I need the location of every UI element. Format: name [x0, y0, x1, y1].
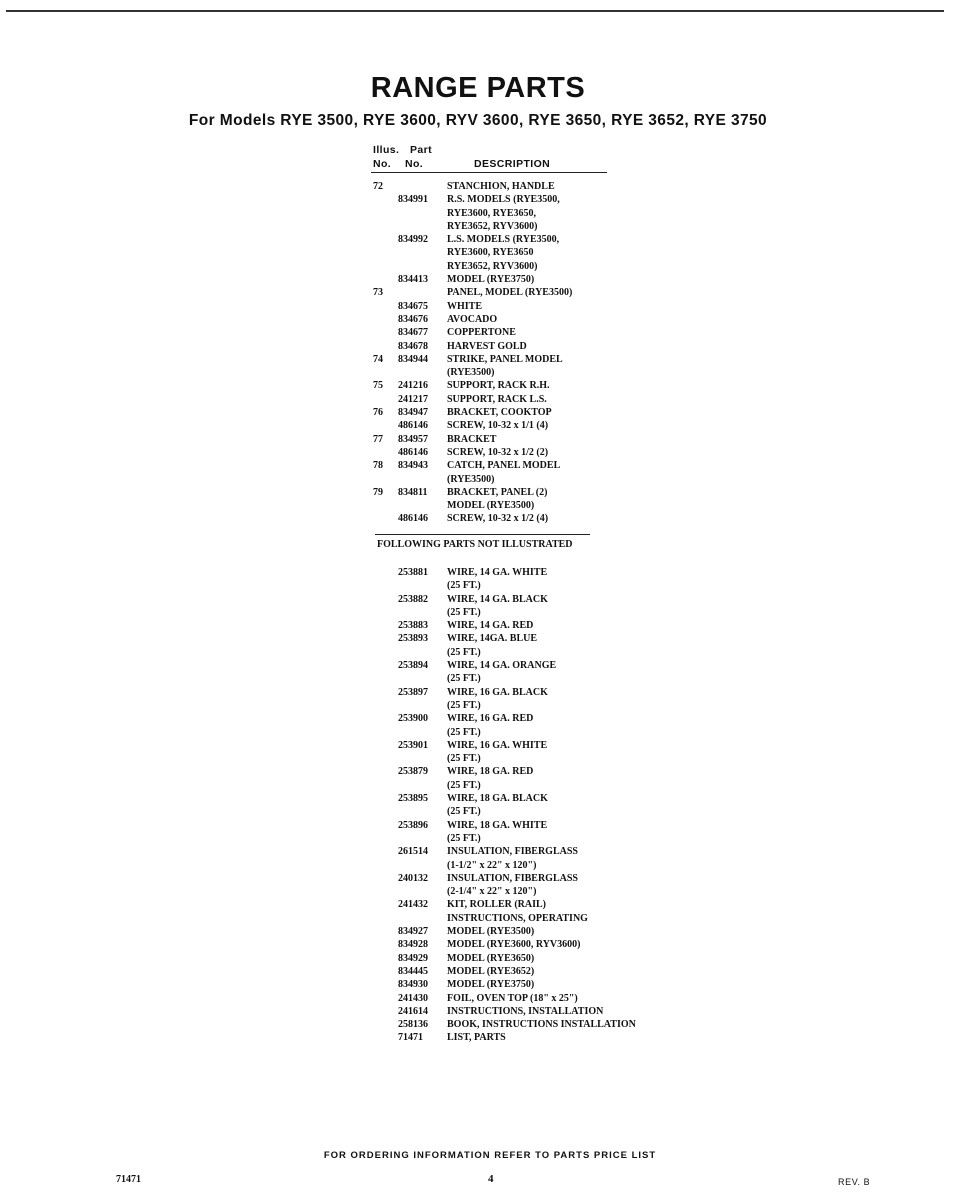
part-description: WIRE, 18 GA. BLACK — [447, 793, 548, 805]
part-description: (1-1/2" x 22" x 120") — [447, 859, 537, 871]
top-rule — [6, 10, 944, 12]
table-row — [371, 952, 701, 965]
table-row — [371, 619, 701, 632]
part-description: CATCH, PANEL MODEL — [447, 460, 561, 472]
table-row — [371, 739, 701, 752]
part-description: L.S. MODELS (RYE3500, — [447, 234, 560, 246]
header-illus: Illus. — [373, 144, 400, 156]
part-description: SCREW, 10-32 x 1/1 (4) — [447, 420, 549, 432]
table-row — [371, 366, 671, 379]
part-number: 258136 — [398, 1019, 428, 1031]
part-description: COPPERTONE — [447, 327, 516, 339]
part-description: LIST, PARTS — [447, 1032, 506, 1044]
part-description: WIRE, 14 GA. BLACK — [447, 593, 548, 605]
table-row — [371, 898, 701, 911]
table-row — [371, 819, 701, 832]
part-description: MODEL (RYE3750) — [447, 979, 535, 991]
illus-number: 72 — [373, 181, 383, 192]
part-description: SUPPORT, RACK L.S. — [447, 393, 547, 405]
part-number: 834947 — [398, 407, 428, 419]
part-description: WIRE, 18 GA. WHITE — [447, 819, 548, 831]
part-description: (2-1/4" x 22" x 120") — [447, 886, 537, 898]
table-row — [371, 992, 701, 1005]
table-row — [371, 752, 701, 765]
part-description: RYE3600, RYE3650, — [447, 207, 537, 219]
table-row — [371, 632, 701, 645]
table-row — [371, 872, 701, 885]
table-row — [371, 859, 701, 872]
part-description: RYE3652, RYV3600) — [447, 220, 538, 232]
table-row — [371, 845, 701, 858]
part-number: 240132 — [398, 872, 428, 884]
header-description: DESCRIPTION — [474, 158, 551, 170]
part-number: 486146 — [398, 446, 428, 458]
table-row — [371, 885, 701, 898]
part-description: FOIL, OVEN TOP (18" x 25") — [447, 992, 578, 1004]
part-description: KIT, ROLLER (RAIL) — [447, 899, 546, 911]
part-description: MODEL (RYE3650) — [447, 952, 535, 964]
table-row — [371, 912, 701, 925]
part-number: 241432 — [398, 899, 428, 911]
part-description: WIRE, 14GA. BLUE — [447, 633, 538, 645]
table-row — [371, 805, 701, 818]
part-description: (RYE3500) — [447, 473, 495, 485]
table-row — [371, 353, 671, 366]
revision-label: REV. B — [838, 1177, 871, 1187]
part-number: 834677 — [398, 327, 428, 339]
part-number: 253881 — [398, 567, 428, 578]
table-row — [371, 406, 671, 419]
part-number: 241216 — [398, 380, 428, 392]
part-number: 834957 — [398, 433, 428, 445]
part-description: INSULATION, FIBERGLASS — [447, 846, 578, 858]
part-description: BRACKET — [447, 433, 497, 445]
part-description: (RYE3500) — [447, 367, 495, 379]
table-row — [371, 925, 701, 938]
part-number: 834943 — [398, 460, 428, 472]
table-row — [371, 686, 701, 699]
part-number: 253895 — [398, 793, 428, 805]
part-description: (25 FT.) — [447, 806, 481, 818]
header-rule — [371, 172, 607, 173]
table-row — [371, 207, 671, 220]
part-number: 253879 — [398, 766, 428, 778]
illus-number: 76 — [373, 407, 383, 419]
part-number: 241217 — [398, 393, 428, 405]
parts-not-illustrated-list — [371, 566, 701, 1045]
table-row — [371, 765, 701, 778]
part-number: 834928 — [398, 939, 428, 951]
table-row — [371, 286, 671, 299]
table-row — [371, 606, 701, 619]
part-description: SCREW, 10-32 x 1/2 (2) — [447, 446, 549, 458]
part-description: PANEL, MODEL (RYE3500) — [447, 287, 573, 299]
table-row — [371, 379, 671, 392]
table-row — [371, 659, 701, 672]
table-row — [371, 712, 701, 725]
table-row — [371, 433, 671, 446]
part-description: (25 FT.) — [447, 646, 481, 658]
part-description: MODEL (RYE3652) — [447, 965, 535, 977]
part-description: (25 FT.) — [447, 753, 481, 765]
table-row — [371, 273, 671, 286]
part-number: 486146 — [398, 420, 428, 432]
part-description: WIRE, 14 GA. ORANGE — [447, 660, 557, 672]
header-part: Part — [410, 144, 433, 156]
table-row — [371, 499, 671, 512]
table-row — [371, 1031, 701, 1044]
part-description: (25 FT.) — [447, 779, 481, 791]
part-description: AVOCADO — [447, 313, 498, 325]
table-row — [371, 965, 701, 978]
illus-number: 78 — [373, 460, 383, 472]
part-description: (25 FT.) — [447, 726, 481, 738]
part-description: (25 FT.) — [447, 673, 481, 685]
part-number: 834927 — [398, 926, 428, 938]
part-description: SUPPORT, RACK R.H. — [447, 380, 550, 392]
part-description: MODEL (RYE3500) — [447, 926, 535, 938]
part-description: RYE3652, RYV3600) — [447, 260, 538, 272]
part-number: 253896 — [398, 819, 428, 831]
part-description: MODEL (RYE3750) — [447, 274, 535, 286]
table-row — [371, 326, 671, 339]
part-number: 253882 — [398, 593, 428, 605]
parts-list — [371, 180, 671, 526]
part-number: 253893 — [398, 633, 428, 645]
part-number: 486146 — [398, 513, 428, 525]
part-number: 71471 — [398, 1032, 423, 1044]
part-number: 834944 — [398, 353, 428, 365]
models-subtitle: For Models RYE 3500, RYE 3600, RYV 3600, RYE 3650, RYE 3652, RYE 3750 — [188, 112, 768, 129]
page-number: 4 — [488, 1173, 494, 1185]
table-row — [371, 792, 701, 805]
table-row — [371, 246, 671, 259]
part-number: 834930 — [398, 979, 428, 991]
part-number: 253900 — [398, 713, 428, 725]
part-description: MODEL (RYE3500) — [447, 500, 535, 512]
page-title: RANGE PARTS — [370, 72, 586, 104]
part-description: WHITE — [447, 300, 483, 312]
illus-number: 73 — [373, 287, 383, 299]
part-description: WIRE, 18 GA. RED — [447, 766, 534, 778]
table-row — [371, 340, 671, 353]
part-description: (25 FT.) — [447, 832, 481, 844]
document-number: 71471 — [116, 1174, 141, 1185]
section-rule — [375, 534, 590, 535]
part-number: 253901 — [398, 739, 428, 751]
table-row — [371, 300, 671, 313]
illus-number: 74 — [373, 353, 383, 365]
table-row — [371, 313, 671, 326]
table-row — [371, 699, 701, 712]
part-description: MODEL (RYE3600, RYV3600) — [447, 939, 581, 951]
part-number: 253897 — [398, 686, 428, 698]
part-number: 834445 — [398, 965, 428, 977]
table-row — [371, 779, 701, 792]
illus-number: 75 — [373, 380, 383, 392]
table-row — [371, 566, 701, 579]
part-description: SCREW, 10-32 x 1/2 (4) — [447, 513, 549, 525]
part-description: BOOK, INSTRUCTIONS INSTALLATION — [447, 1019, 636, 1031]
table-row — [371, 593, 701, 606]
part-description: (25 FT.) — [447, 580, 481, 592]
table-row — [371, 938, 701, 951]
part-description: WIRE, 16 GA. BLACK — [447, 686, 548, 698]
table-row — [371, 233, 671, 246]
table-row — [371, 672, 701, 685]
table-row — [371, 419, 671, 432]
table-row — [371, 180, 671, 193]
table-row — [371, 473, 671, 486]
part-number: 834676 — [398, 313, 428, 325]
table-row — [371, 459, 671, 472]
part-number: 241430 — [398, 992, 428, 1004]
table-row — [371, 579, 701, 592]
part-description: R.S. MODELS (RYE3500, — [447, 194, 560, 206]
part-number: 834413 — [398, 274, 428, 286]
illus-number: 79 — [373, 486, 383, 498]
part-number: 261514 — [398, 846, 428, 858]
table-row — [371, 832, 701, 845]
table-row — [371, 978, 701, 991]
part-description: INSTRUCTIONS, INSTALLATION — [447, 1005, 604, 1017]
table-row — [371, 646, 701, 659]
table-row — [371, 512, 671, 525]
header-no-part: No. — [405, 158, 424, 170]
part-description: RYE3600, RYE3650 — [447, 247, 534, 259]
header-no-illus: No. — [373, 158, 392, 170]
part-description: WIRE, 16 GA. WHITE — [447, 739, 548, 751]
table-row — [371, 193, 671, 206]
section-heading: FOLLOWING PARTS NOT ILLUSTRATED — [377, 539, 573, 550]
part-number: 834811 — [398, 486, 428, 498]
part-number: 834675 — [398, 300, 428, 312]
table-row — [371, 726, 701, 739]
part-number: 253894 — [398, 660, 428, 672]
table-row — [371, 393, 671, 406]
part-description: STANCHION, HANDLE — [447, 181, 555, 192]
part-description: (25 FT.) — [447, 606, 481, 618]
table-row — [371, 1005, 701, 1018]
part-number: 834992 — [398, 234, 428, 246]
part-number: 834991 — [398, 194, 428, 206]
part-description: INSULATION, FIBERGLASS — [447, 872, 578, 884]
table-row — [371, 486, 671, 499]
table-row — [371, 446, 671, 459]
part-number: 834678 — [398, 340, 428, 352]
table-row — [371, 220, 671, 233]
part-number: 253883 — [398, 620, 428, 632]
part-description: WIRE, 14 GA. WHITE — [447, 567, 548, 578]
part-description: WIRE, 14 GA. RED — [447, 620, 534, 632]
part-description: HARVEST GOLD — [447, 340, 527, 352]
part-description: (25 FT.) — [447, 699, 481, 711]
illus-number: 77 — [373, 433, 383, 445]
ordering-note: FOR ORDERING INFORMATION REFER TO PARTS PRICE LIST — [323, 1150, 657, 1161]
part-description: BRACKET, COOKTOP — [447, 407, 552, 419]
part-number: 241614 — [398, 1005, 428, 1017]
table-row — [371, 1018, 701, 1031]
table-row — [371, 260, 671, 273]
part-description: STRIKE, PANEL MODEL — [447, 353, 563, 365]
part-description: WIRE, 16 GA. RED — [447, 713, 534, 725]
part-description: BRACKET, PANEL (2) — [447, 486, 548, 498]
part-number: 834929 — [398, 952, 428, 964]
part-description: INSTRUCTIONS, OPERATING — [447, 912, 588, 924]
